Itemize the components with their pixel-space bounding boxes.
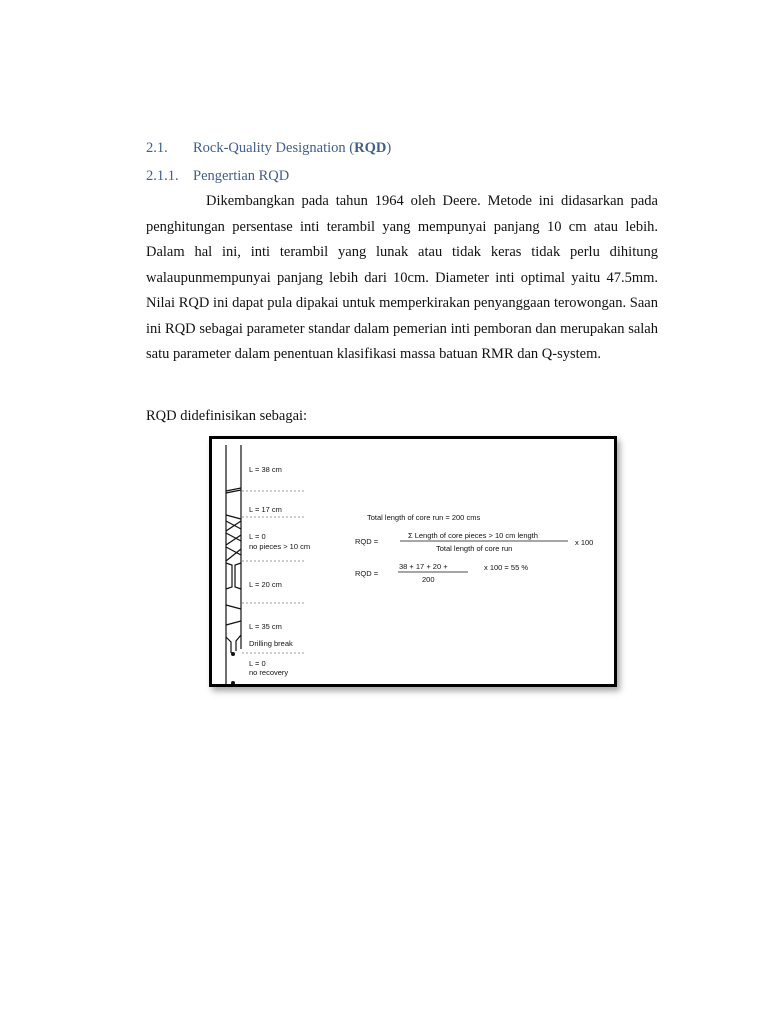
subsection-title: Pengertian RQD (193, 168, 290, 184)
subsection-heading (146, 168, 289, 185)
formula2-denominator: 200 (422, 575, 435, 584)
total-length-text: Total length of core run = 200 cms (367, 513, 481, 522)
core-end-dot (231, 681, 235, 684)
subsection-number: 2.1.1. (146, 168, 179, 184)
rqd-diagram (212, 439, 614, 684)
formula1-denominator: Total length of core run (436, 544, 513, 553)
core-label-7-detail: no recovery (249, 668, 289, 677)
core-label-3: L = 0 (249, 532, 266, 541)
definition-intro: RQD didefinisikan sebagai: (146, 408, 308, 424)
section-title-prefix: Rock-Quality Designation ( (193, 140, 355, 156)
section-title-bold: RQD (354, 140, 387, 156)
core-labels (249, 465, 310, 677)
core-sample-column (226, 445, 241, 684)
core-label-4: L = 20 cm (249, 580, 282, 589)
rqd-figure (209, 436, 617, 687)
core-label-6: Drilling break (249, 639, 293, 648)
drill-break-dot (231, 652, 235, 656)
core-label-1: L = 38 cm (249, 465, 282, 474)
formula1-multiplier: x 100 (575, 538, 594, 547)
body-paragraph-text: Dikembangkan pada tahun 1964 oleh Deere. Metode ini didasarkan pada penghitungan persentase inti terambil yang mempunyai panjang 10 cm atau lebih. Dalam hal ini, inti terambil yang lunak atau tidak keras tidak perlu dihitung walaupunmempunyai panjang lebih dari 10cm. Diameter inti optimal yaitu 47.5mm. Nilai RQD ini dapat pula dipakai untuk memperkirakan penyanggaan terowongan. Saan ini RQD sebagai parameter standar dalam pemerian inti pemboran dan merupakan salah satu parameter dalam penentuan klasifikasi massa batuan RMR dan Q-system. (146, 193, 658, 362)
formula2-lhs: RQD = (355, 569, 379, 578)
formula2-result: x 100 = 55 % (484, 563, 528, 572)
core-label-5: L = 35 cm (249, 622, 282, 631)
formula1-lhs: RQD = (355, 537, 379, 546)
core-label-2: L = 17 cm (249, 505, 282, 514)
core-label-7: L = 0 (249, 659, 266, 668)
section-title-suffix: ) (386, 140, 392, 156)
body-paragraph (146, 189, 658, 368)
formula1-numerator: Σ Length of core pieces > 10 cm length (408, 531, 538, 540)
formula2-numerator: 38 + 17 + 20 + (399, 562, 448, 571)
section-heading (146, 140, 391, 157)
section-number: 2.1. (146, 140, 168, 156)
core-label-3-detail: no pieces > 10 cm (249, 542, 311, 551)
rqd-formulas (355, 513, 593, 584)
